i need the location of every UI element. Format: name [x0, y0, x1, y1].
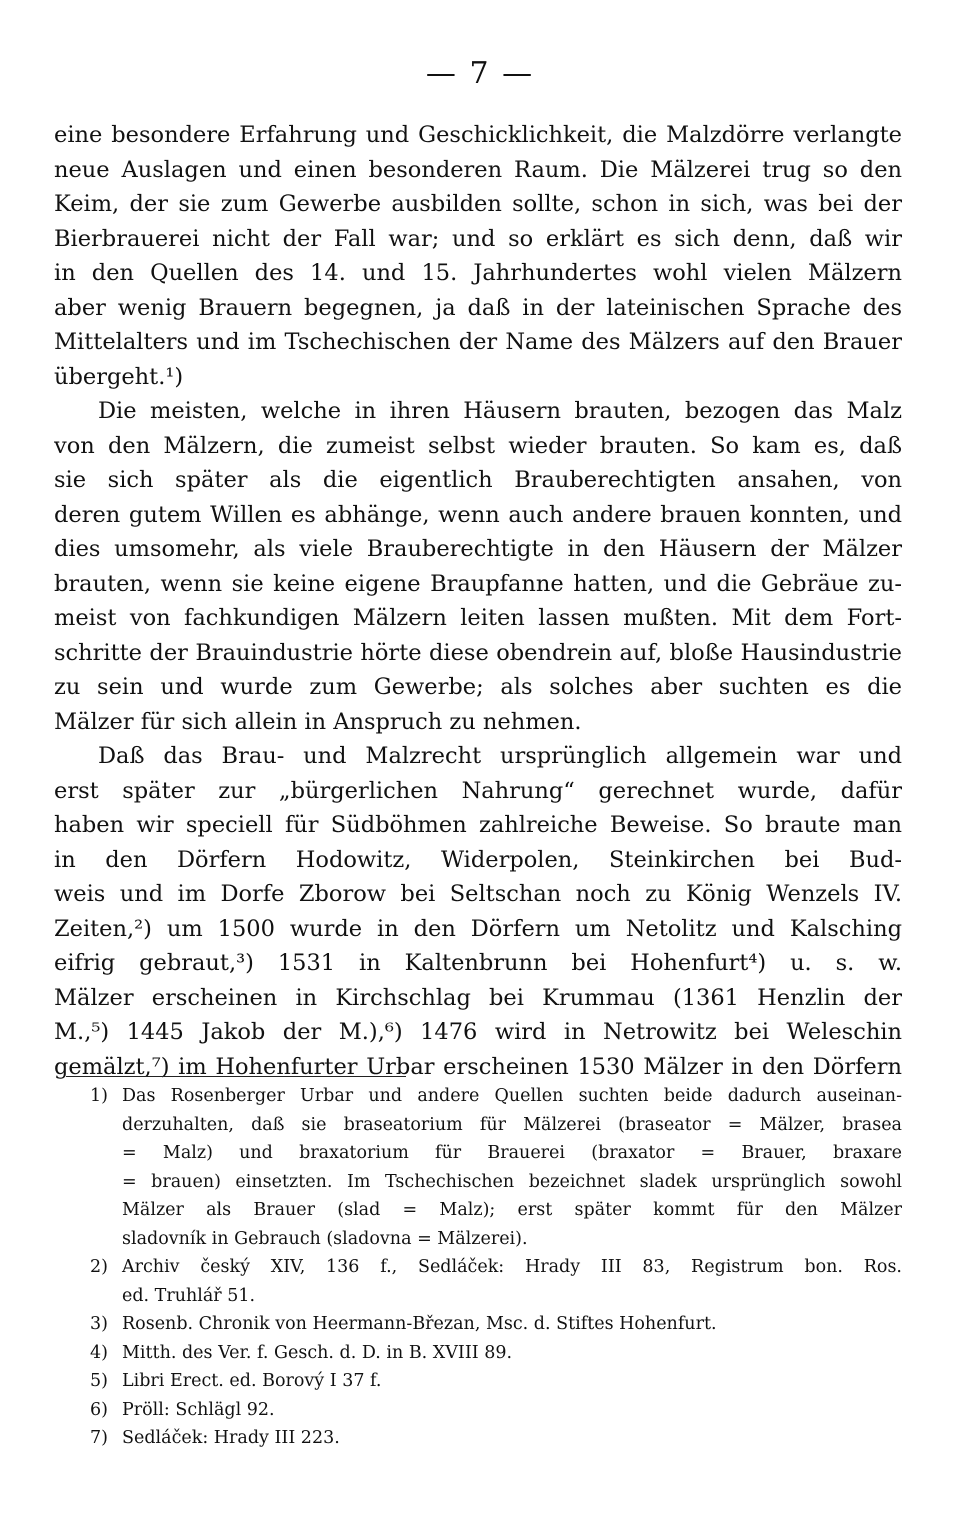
footnote-continuation: = brauen) einsetzten. Im Tschechischen bezeichnet sladek ursprünglich sowohl: [122, 1171, 902, 1192]
footnote-text: Pröll: Schlägl 92.: [122, 1399, 275, 1420]
body-line: M.,⁵) 1445 Jakob der M.),⁶) 1476 wird in Netrowitz bei Weleschin: [54, 1019, 902, 1045]
body-line: zu sein und wurde zum Gewerbe; als solches aber suchten es die: [54, 674, 902, 700]
footnote-number: 3): [90, 1314, 108, 1334]
body-line: deren gutem Willen es abhänge, wenn auch andere brauen konnten, und: [54, 501, 902, 528]
footnote-divider: [66, 1076, 406, 1077]
footnote-1: [90, 1082, 902, 1111]
footnote-2: [90, 1253, 902, 1282]
body-line: Mälzer erscheinen in Kirchschlag bei Krummau (1361 Henzlin der: [54, 984, 902, 1011]
footnote-5: [90, 1367, 902, 1396]
body-line: dies umsomehr, als viele Brauberechtigte in den Häusern der Mälzer: [54, 536, 902, 562]
footnote-text: Sedláček: Hrady III 223.: [122, 1428, 340, 1448]
body-text: [54, 118, 902, 1084]
body-line: erst später zur „bürgerlichen Nahrung“ gerechnet wurde, dafür: [54, 777, 902, 804]
body-line: brauten, wenn sie keine eigene Braupfanne hatten, und die Gebräue zu-: [54, 570, 902, 597]
body-line: Mälzer für sich allein in Anspruch zu nehmen.: [54, 708, 582, 735]
body-line: eifrig gebraut,³) 1531 in Kaltenbrunn bei Hohenfurt⁴) u. s. w.: [54, 950, 902, 976]
body-line: von den Mälzern, die zumeist selbst wieder brauten. So kam es, daß: [54, 432, 902, 459]
footnote-continuation: sladovník in Gebrauch (sladovna = Mälzerei).: [122, 1228, 528, 1249]
footnote-continuation: Mälzer als Brauer (slad = Malz); erst später kommt für den Mälzer: [122, 1200, 902, 1220]
footnote-text: Mitth. des Ver. f. Gesch. d. D. in B. XVIII 89.: [122, 1342, 513, 1363]
footnotes: [90, 1082, 902, 1453]
footnote-number: 2): [90, 1257, 108, 1277]
footnote-text: Rosenb. Chronik von Heermann-Březan, Msc. d. Stiftes Hohenfurt.: [122, 1314, 717, 1334]
footnote-continuation: ed. Truhlář 51.: [122, 1285, 256, 1306]
footnote-number: 6): [90, 1399, 108, 1420]
body-line: gemälzt,⁷) im Hohenfurter Urbar erscheinen 1530 Mälzer in den Dörfern: [54, 1053, 902, 1080]
footnote-number: 5): [90, 1371, 108, 1391]
body-line: sie sich später als die eigentlich Brauberechtigten ansahen, von: [54, 467, 902, 493]
footnote-text: Das Rosenberger Urbar und andere Quellen suchten beide dadurch auseinan-: [122, 1086, 902, 1106]
body-line: schritte der Brauindustrie hörte diese obendrein auf, bloße Hausindustrie: [54, 639, 902, 666]
footnote-text: Archiv český XIV, 136 f., Sedláček: Hrady III 83, Registrum bon. Ros.: [122, 1257, 902, 1277]
body-line: haben wir speciell für Südböhmen zahlreiche Beweise. So braute man: [54, 812, 902, 838]
footnote-text: Libri Erect. ed. Borový I 37 f.: [122, 1371, 382, 1391]
body-line: Zeiten,²) um 1500 wurde in den Dörfern um Netolitz und Kalsching: [54, 915, 902, 942]
body-line: meist von fachkundigen Mälzern leiten lassen mußten. Mit dem Fort-: [54, 605, 902, 631]
paragraph-start-line: Daß das Brau- und Malzrecht ursprünglich allgemein war und: [98, 743, 902, 769]
footnote-7: [90, 1424, 902, 1453]
body-line: Keim, der sie zum Gewerbe ausbilden sollte, schon in sich, was bei der: [54, 191, 902, 217]
body-line: weis und im Dorfe Zborow bei Seltschan noch zu König Wenzels IV.: [54, 881, 902, 907]
footnote-6: [90, 1396, 902, 1425]
footnote-continuation: = Malz) und braxatorium für Brauerei (braxator = Brauer, braxare: [122, 1143, 902, 1163]
body-line: neue Auslagen und einen besonderen Raum. Die Mälzerei trug so den: [54, 156, 902, 183]
footnote-number: 7): [90, 1428, 108, 1448]
body-line: Mittelalters und im Tschechischen der Name des Mälzers auf den Brauer: [54, 329, 902, 355]
paragraph-start-line: Die meisten, welche in ihren Häusern brauten, bezogen das Malz: [98, 398, 902, 424]
body-line: aber wenig Brauern begegnen, ja daß in der lateinischen Sprache des: [54, 294, 902, 321]
footnote-continuation: derzuhalten, daß sie braseatorium für Mälzerei (braseator = Mälzer, brasea: [122, 1114, 902, 1135]
page-number: — 7 —: [425, 56, 535, 91]
body-line: Bierbrauerei nicht der Fall war; und so erklärt es sich denn, daß wir: [54, 225, 902, 252]
body-line: übergeht.¹): [54, 363, 184, 390]
footnote-number: 4): [90, 1342, 108, 1363]
footnote-3: [90, 1310, 902, 1339]
footnote-number: 1): [90, 1086, 108, 1106]
footnote-4: [90, 1339, 902, 1368]
body-line: in den Quellen des 14. und 15. Jahrhundertes wohl vielen Mälzern: [54, 260, 902, 286]
body-line: eine besondere Erfahrung und Geschicklichkeit, die Malzdörre verlangte: [54, 122, 902, 148]
body-line: in den Dörfern Hodowitz, Widerpolen, Steinkirchen bei Bud-: [54, 846, 902, 873]
